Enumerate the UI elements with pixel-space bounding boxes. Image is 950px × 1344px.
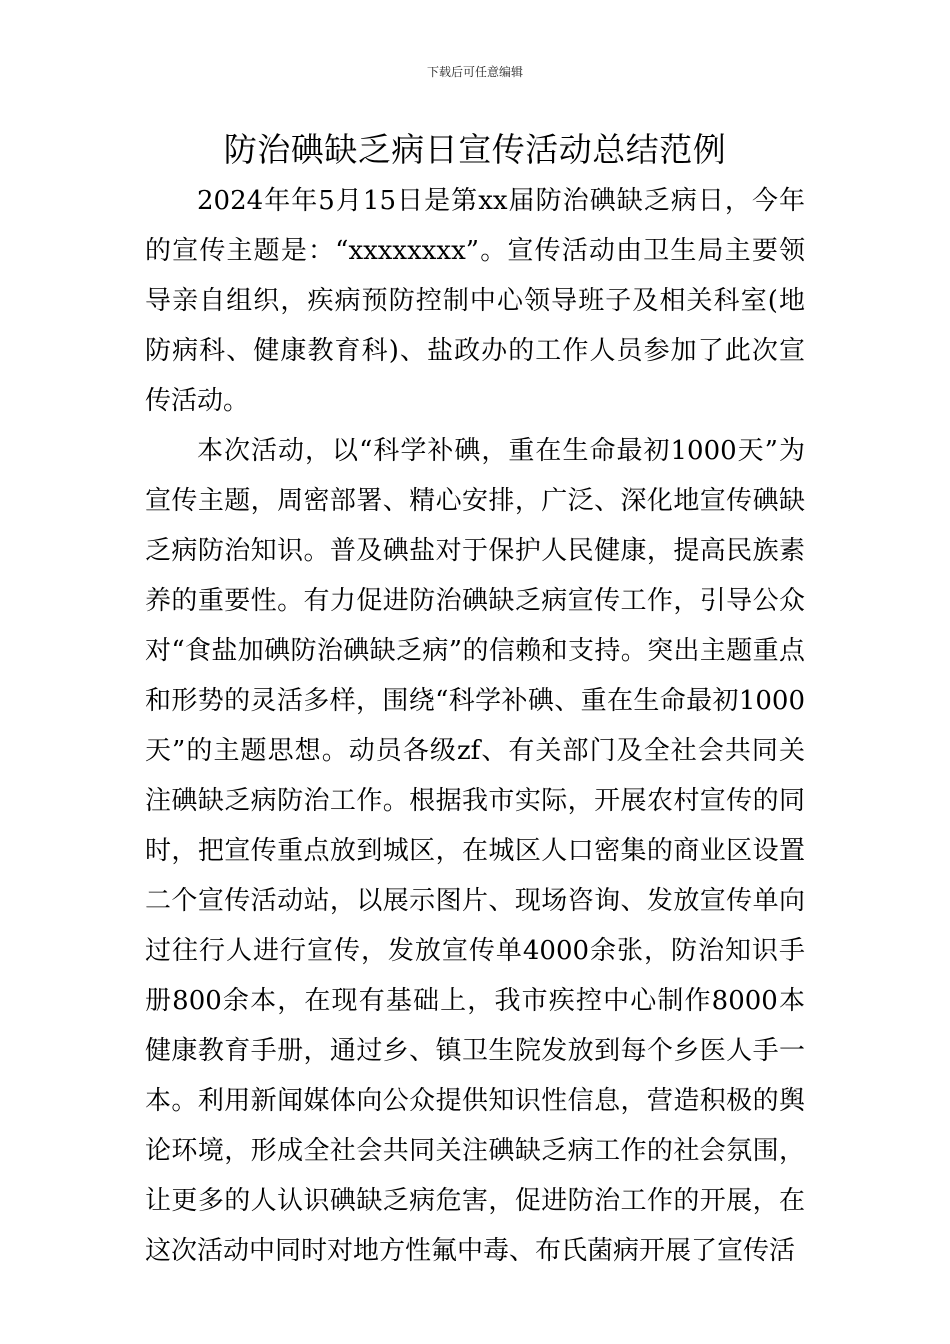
- document-body: [145, 176, 805, 1276]
- paragraph-2: 本次活动，以“科学补碘，重在生命最初1000天”为宣传主题，周密部署、精心安排，广泛、深化地宣传碘缺乏病防治知识。普及碘盐对于保护人民健康，提高民族素养的重要性。有力促进防治碘缺乏病宣传工作，引导公众对“食盐加碘防治碘缺乏病”的信赖和支持。突出主题重点和形势的灵活多样，围绕“科学补碘、重在生命最初1000天”的主题思想。动员各级zf、有关部门及全社会共同关注碘缺乏病防治工作。根据我市实际，开展农村宣传的同时，把宣传重点放到城区，在城区人口密集的商业区设置二个宣传活动站，以展示图片、现场咨询、发放宣传单向过往行人进行宣传，发放宣传单4000余张，防治知识手册800余本，在现有基础上，我市疾控中心制作8000本健康教育手册，通过乡、镇卫生院发放到每个乡医人手一本。利用新闻媒体向公众提供知识性信息，营造积极的舆论环境，形成全社会共同关注碘缺乏病工作的社会氛围，让更多的人认识碘缺乏病危害，促进防治工作的开展，在这次活动中同时对地方性氟中毒、布氏菌病开展了宣传活: [145, 436, 805, 1266]
- paragraph-1: 2024年年5月15日是第xx届防治碘缺乏病日，今年的宣传主题是：“xxxxxxxx”。宣传活动由卫生局主要领导亲自组织，疾病预防控制中心领导班子及相关科室(地防病科、健康教育科)、盐政办的工作人员参加了此次宣传活动。: [145, 186, 805, 416]
- header-note: 下载后可任意编辑: [426, 65, 523, 79]
- document-title: 防治碘缺乏病日宣传活动总结范例: [223, 130, 727, 169]
